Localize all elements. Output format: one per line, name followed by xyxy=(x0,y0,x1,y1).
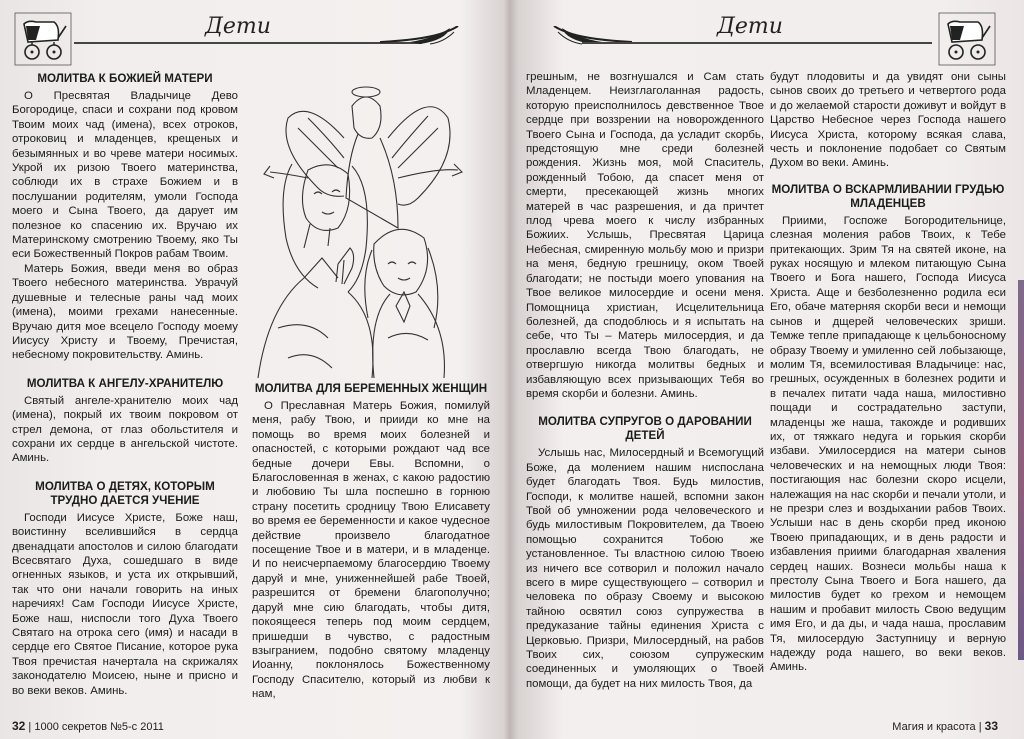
paragraph: будут плодовиты и да увидят они сыны сынов своих до третьего и четвертого рода и до желаемой старости доживут и войдут в Царство Небесное через Господа нашего Иисуса Христа, которому всякая слава, честь и поклонение подобает со Святым Духом во веки. Аминь. xyxy=(770,71,1006,170)
left-column-1 xyxy=(12,72,238,698)
stroller-icon xyxy=(938,12,996,66)
swirl-ornament-icon xyxy=(552,26,632,54)
right-page xyxy=(512,0,1024,739)
section-title: МОЛИТВА ДЛЯ БЕРЕМЕННЫХ ЖЕНЩИН xyxy=(254,382,488,395)
swirl-ornament-icon xyxy=(380,26,460,54)
section-title: МОЛИТВА О ВСКАРМЛИВАНИИ ГРУДЬЮ МЛАДЕНЦЕВ xyxy=(771,182,1005,210)
paragraph: Святый ангеле-хранителю моих чад (имена), покрый их твоим покровом от стрел демона, от глаз обольстителя и сохрани их сердце в ангельской чистоте. Аминь. xyxy=(12,394,238,465)
paragraph: Господи Иисусе Христе, Боже наш, воистинну вселившийся в сердца двенадцати апостолов и силою благодати Всесвятаго Духа, сошедшаго в виде огненных языков, и уста их открывший, так что они начали говорить на иных наречиях! Сам Господи Иисусе Христе, Боже наш, ниспосли того Духа Твоего Святаго на отрока сего (имя) и насади в сердце его Святое Писание, которое рука Твоя пречистая начертала на скрижалях законодателю Моисею, ныне и присно и во веки веков. Аминь. xyxy=(12,511,238,697)
paragraph: грешным, не возгнушался и Сам стать Младенцем. Неизглаголанная радость, которую преисполнилось девственное Твое сердце при воззрении на новорожденного Твоего Сына и Господа, да усладит скорбь, предстоящую мне среди болезней рождения. Жизнь моя, мой Спаситель, рожденный Тобою, да спасет меня от смерти, пресекающей жизнь многих матерей в час разрешения, и да причтет плод чрева моего к числу избранных Божиих. Услышь, Пресвятая Царица Небесная, смиренную мольбу мою и призри на меня, бедную грешницу, оком Твоей благодати; не постыди моего упования на Твое великое милосердие и осени меня. Помощница христиан, Исцелительница болезней, да сподоблюсь и я испытать на себе, что Ты – Матерь милосердия, и да прославлю всегда Твою благодать, не отвергшую никогда молитвы бедных и избавляющую всех призывающих Тебя во время скорби и болезни. Аминь. xyxy=(526,71,764,400)
folio-right: Магия и красота | 33 xyxy=(892,719,998,733)
paragraph: О Преславная Матерь Божия, помилуй меня, рабу Твою, и прииди ко мне на помощь во время моих болезней и опасностей, с которыми рождают чад все бедные дочери Евы. Вспомни, о Благословенная в женах, с какою радостию и любовию Ты шла поспешно в горнюю страну посетить сродницу Твою Елисавету во время ее беременности и какое чудесное действие произвело благодатное посещение Твое и в матери, и в младенце. И по неисчерпаемому благосердию Твоему даруй и мне, униженнейшей рабе Твоей, разрешится от бремени благополучно; даруй мне сию благодать, чтобы дитя, покоящееся теперь под моим сердцем, пришедши в чувство, с радостным взыгранием, подобно святому младенцу Иоанну, поклонялось Божественному Господу Спасителю, который из любви к нам, xyxy=(252,400,490,701)
running-head-right: Дети xyxy=(717,14,783,39)
magazine-title: 1000 секретов №5-с 2011 xyxy=(34,721,164,733)
section-title: МОЛИТВА СУПРУГОВ О ДАРОВАНИИ ДЕТЕЙ xyxy=(538,415,752,443)
page-edge xyxy=(1018,280,1024,660)
page-number: 32 xyxy=(12,719,26,733)
running-head-left: Дети xyxy=(205,14,271,39)
stroller-icon xyxy=(14,12,72,66)
left-column-2 xyxy=(252,382,490,702)
right-column-2 xyxy=(770,70,1006,675)
folio-left: 32 | 1000 секретов №5-с 2011 xyxy=(12,719,164,733)
paragraph: Приими, Госпоже Богородительнице, слезная моления рабов Твоих, к Тебе притекающих. Зрим Тя на святей иконе, на руках носящую и млеком питающую Сына Твоего и Бога нашего, Господа Иисуса Христа. Аще и безболезненно родила еси Его, обаче матерняя скорби веси и немощи сынов и дщерей человеческих зриши. Темже тепле припадающе к цельбоносному образу Твоему и умиленно сей лобызающе, молим Тя, всемилостивая Владычице: нас, грешных, осужденных в болезнех родити и в печалех питати чада наша, милостивно пощади и сострадательно заступи, младенцы же наша, такожде и родивших их, от тяжкаго недуга и горькия скорби избави. Умилосердися на матери сынов человеческих и на немощных люди Твоя: постигающия нас болезни скоро исцели, належащия на нас скорби и печали утоли, и не презри слез и воздыхании рабов Твоих. Услыши нас в день скорби пред иконою Твоею припадающих, и в день радости и избавления приими благодарная хваления сердец наших. Вознеси мольбы наша к престолу Сына Твоего и Бога нашего, да милостив будет ко грехом и немощем нашим и пробавит милость Свою ведущим имя Его, и да ды, и чада наша, прославим Тя, милосердую Заступницу и верную надежду рода нашего, во веки веков. Аминь. xyxy=(770,214,1006,674)
section-title: МОЛИТВА К БОЖИЕЙ МАТЕРИ xyxy=(37,72,213,85)
paragraph: Услышь нас, Милосердный и Всемогущий Боже, да молением нашим ниспослана будет благодать Твоя. Будь милостив, Господи, к молитве нашей, вспомни закон Твой об умножении рода человеческого и будь милостивым Покровителем, да Твоею помощью сохранится Тобою же установленное. Ты властною силою Твоею из ничего все сотворил и положил начало всего в мире существующего – сотворил и человека по образу Своему и высокою тайною освятил союз супружества в предуказание тайны единения Христа с Церковью. Призри, Милосердный, на рабов Твоих сих, союзом супружеским соединенных и умоляющих о Твоей помощи, да будет на них милость Твоя, да xyxy=(526,447,764,690)
paragraph: О Пресвятая Владычице Дево Богородице, спаси и сохрани под кровом Твоим моих чад (имена), всех отроков, отроковиц и младенцев, крещеных и безымянных и во чреве матери носимых. Укрой их ризою Твоего материнства, соблюди их в страхе Божием и в послушании родителям, умоли Господа моего и Сына Твоего, да дарует им полезное ко спасению их. Вручаю их Материнскому смотрению Твоему, яко Ты еси Божественный Покров рабам Твоим. xyxy=(12,90,238,261)
magazine-section: Магия и красота xyxy=(892,721,976,733)
angel-mother-child-illustration xyxy=(248,78,488,388)
page-number: 33 xyxy=(984,719,998,733)
section-title: МОЛИТВА О ДЕТЯХ, КОТОРЫМ ТРУДНО ДАЕТСЯ УЧЕНИЕ xyxy=(35,479,215,507)
right-column-1 xyxy=(526,70,764,691)
section-title: МОЛИТВА К АНГЕЛУ-ХРАНИТЕЛЮ xyxy=(26,376,224,390)
left-page xyxy=(0,0,504,739)
paragraph: Матерь Божия, введи меня во образ Твоего небесного материнства. Уврачуй душевные и телесные раны чад моих (имена), моими грехами нанесенные. Вручаю дитя мое всецело Господу моему Иисусу Христу и Твоему, Пречистая, небесному покровительству. Аминь. xyxy=(12,262,238,362)
